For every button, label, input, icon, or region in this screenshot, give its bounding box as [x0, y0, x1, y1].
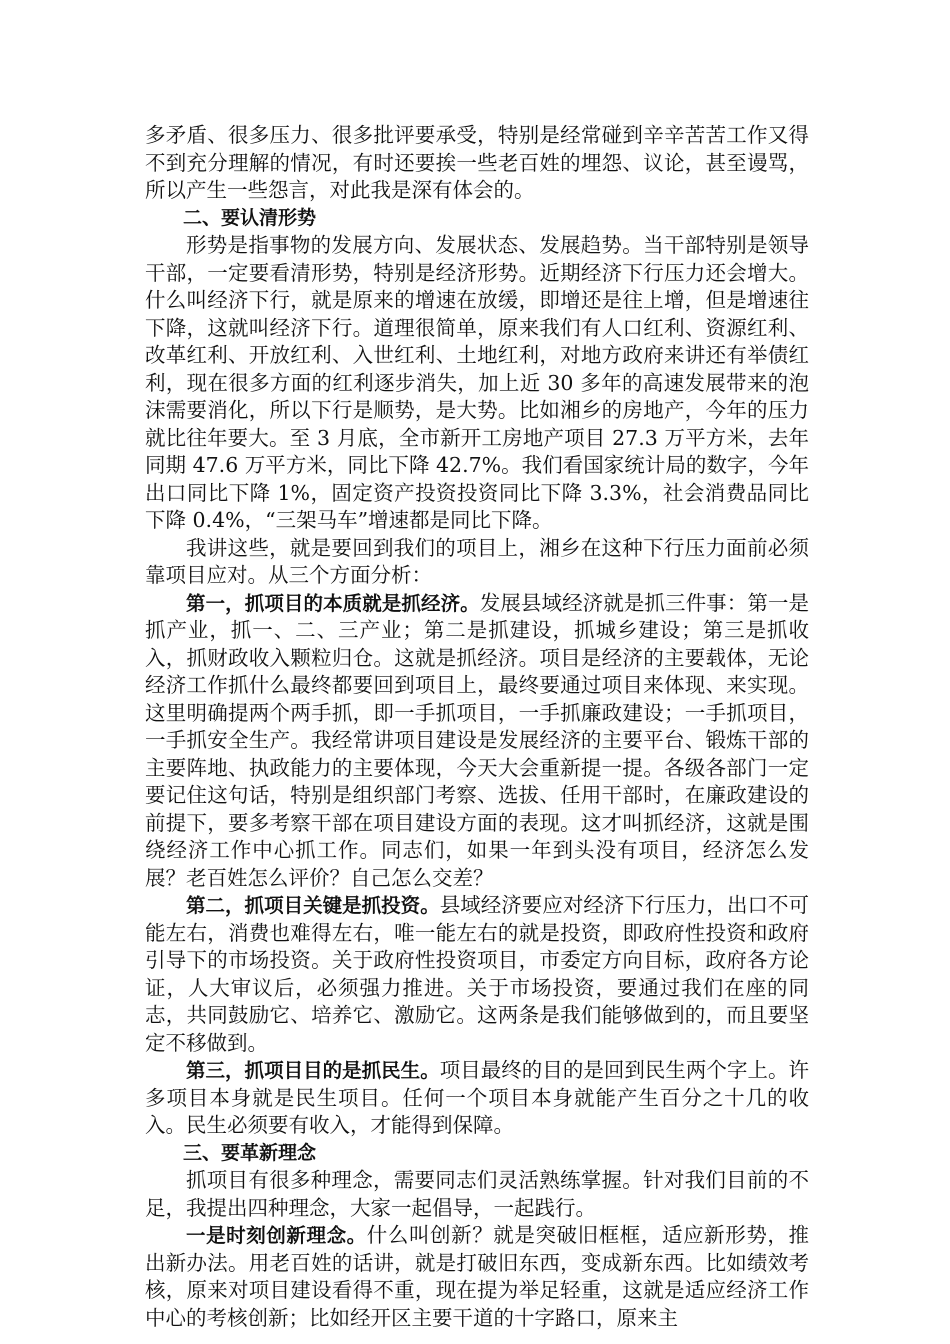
paragraph-intro-continued — [145, 122, 809, 205]
section-heading-3 — [145, 1140, 809, 1168]
paragraph-lead: 第二，抓项目关键是抓投资。 — [186, 894, 440, 917]
heading-text: 二、要认清形势 — [183, 206, 317, 229]
paragraph-lead: 一是时刻创新理念。 — [186, 1224, 367, 1247]
document-page — [145, 122, 809, 1332]
paragraph-text: 形势是指事物的发展方向、发展状态、发展趋势。当干部特别是领导干部，一定要看清形势，特别是经济形势。近期经济下行压力还会增大。什么叫经济下行，就是原来的增速在放缓，即增还是往上增，但是增速往下降，这就叫经济下行。道理很简单，原来我们有人口红利、资源红利、改革红利、开放红利、入世红利、土地红利，对地方政府来讲还有举债红利，现在很多方面的红利逐步消失，加上近 30 多年的高速发展带来的泡沫需要消化，所以下行是顺势，是大势。比如湘乡的房地产，今年的压力就比往年要大。至 3 月底，全市新开工房地产项目 27.3 万平方米，去年同期 47.6 万平方米，同比下降 42.7%。我们看国家统计局的数字，今年出口同比下降 1%，固定资产投资投资同比下降 3.3%，社会消费品同比下降 0.4%，“三架马车”增速都是同比下降。 — [145, 233, 809, 532]
paragraph-point-livelihood — [145, 1057, 809, 1140]
paragraph-concept-innovation — [145, 1222, 809, 1332]
paragraph-point-investment — [145, 892, 809, 1057]
paragraph-concepts-intro — [145, 1167, 809, 1222]
paragraph-text: 我讲这些，就是要回到我们的项目上，湘乡在这种下行压力面前必须靠项目应对。从三个方面分析： — [145, 535, 809, 587]
paragraph-text: 项目最终的目的是回到民生两个字上。许多项目本身就是民生项目。任何一个项目本身就能产生百分之十几的收入。民生必须要有收入，才能得到保障。 — [145, 1058, 809, 1137]
paragraph-text: 抓项目有很多种理念，需要同志们灵活熟练掌握。针对我们目前的不足，我提出四种理念，大家一起倡导，一起践行。 — [145, 1168, 809, 1220]
paragraph-situation — [145, 232, 809, 535]
paragraph-point-economy — [145, 590, 809, 893]
section-heading-2 — [145, 205, 809, 233]
paragraph-projects-intro — [145, 535, 809, 590]
paragraph-text: 什么叫创新？就是突破旧框框，适应新形势，推出新办法。用老百姓的话讲，就是打破旧东西，变成新东西。比如绩效考核，原来对项目建设看得不重，现在提为举足轻重，这就是适应经济工作中心的考核创新；比如经开区主要干道的十字路口，原来主 — [145, 1223, 809, 1330]
paragraph-text: 县域经济要应对经济下行压力，出口不可能左右，消费也难得左右，唯一能左右的就是投资，即政府性投资和政府引导下的市场投资。关于政府性投资项目，市委定方向目标，政府各方论证，人大审议后，必须强力推进。关于市场投资，要通过我们在座的同志，共同鼓励它、培养它、激励它。这两条是我们能够做到的，而且要坚定不移做到。 — [145, 893, 809, 1055]
paragraph-lead: 第三，抓项目目的是抓民生。 — [186, 1059, 440, 1082]
heading-text: 三、要革新理念 — [183, 1141, 317, 1164]
paragraph-text: 发展县域经济就是抓三件事：第一是抓产业，抓一、二、三产业；第二是抓建设，抓城乡建设；第三是抓收入，抓财政收入颗粒归仓。这就是抓经济。项目是经济的主要载体，无论经济工作抓什么最终都要回到项目上，最终要通过项目来体现、来实现。这里明确提两个两手抓，即一手抓项目，一手抓廉政建设；一手抓项目，一手抓安全生产。我经常讲项目建设是发展经济的主要平台、锻炼干部的主要阵地、执政能力的主要体现，今天大会重新提一提。各级各部门一定要记住这句话，特别是组织部门考察、选拔、任用干部时，在廉政建设的前提下，要多考察干部在项目建设方面的表现。这才叫抓经济，这就是围绕经济工作中心抓工作。同志们，如果一年到头没有项目，经济怎么发展？老百姓怎么评价？自己怎么交差？ — [145, 590, 809, 890]
paragraph-lead: 第一，抓项目的本质就是抓经济。 — [186, 591, 480, 615]
paragraph-text: 多矛盾、很多压力、很多批评要承受，特别是经常碰到辛辛苦苦工作又得不到充分理解的情况，有时还要挨一些老百姓的埋怨、议论，甚至谩骂，所以产生一些怨言，对此我是深有体会的。 — [145, 123, 809, 202]
